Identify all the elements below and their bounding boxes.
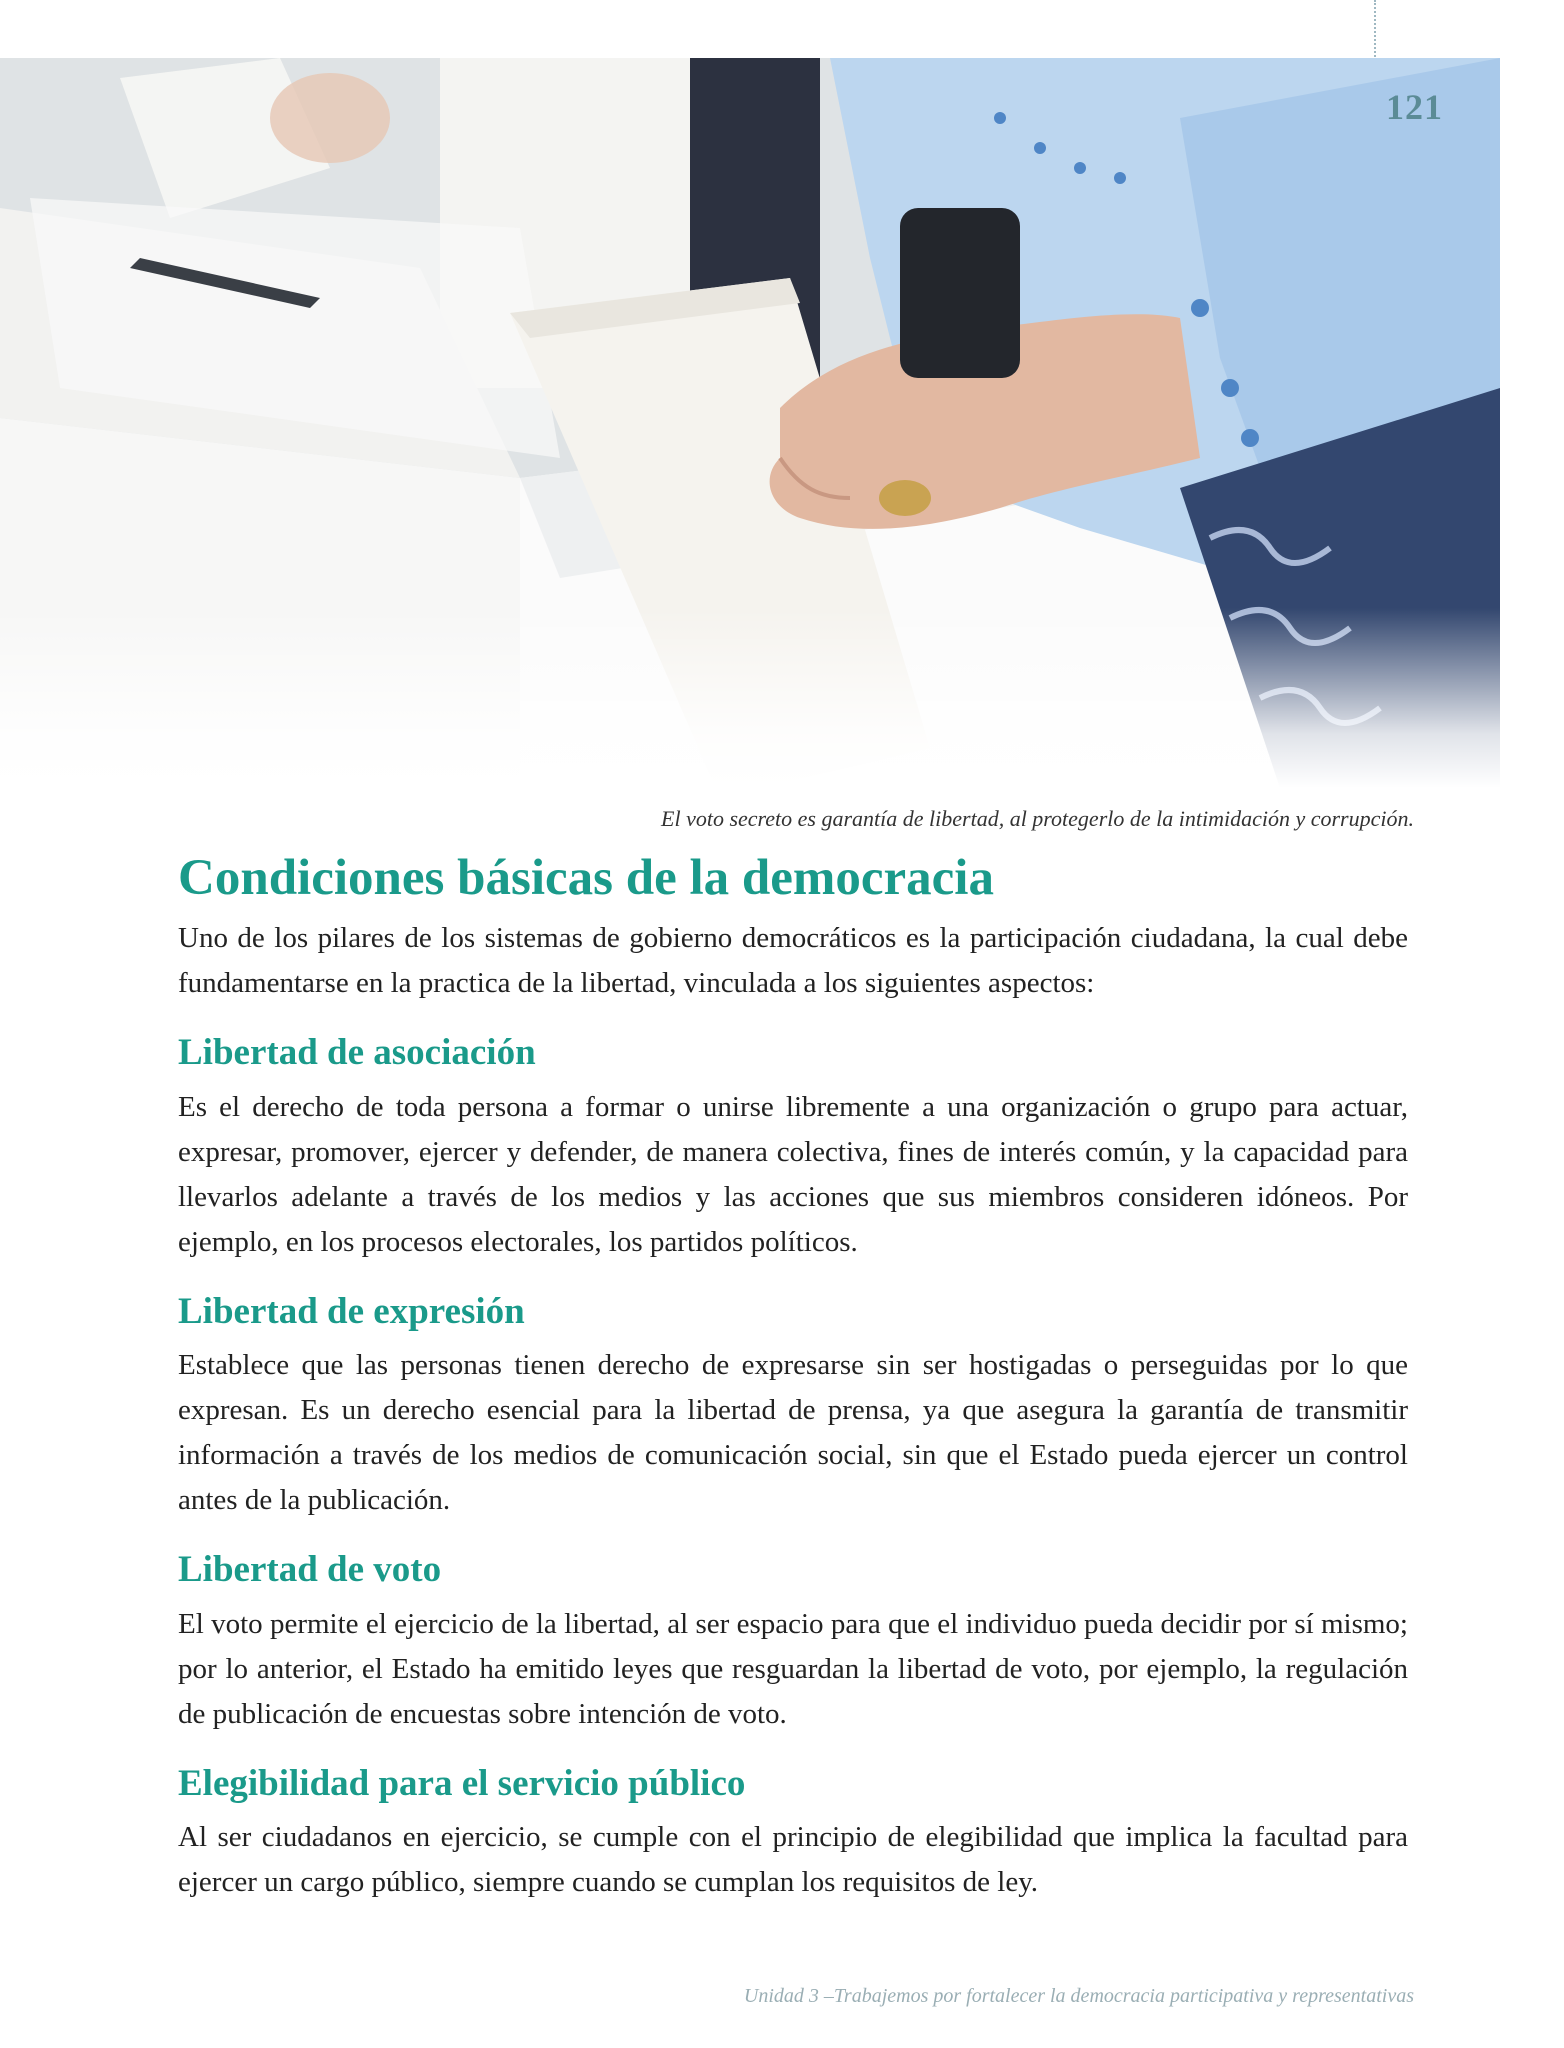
- section-text-expresion: Establece que las personas tienen derecho de expresarse sin ser hostigadas o perseguidas por lo que expresan. Es un derecho esencial para la libertad de prensa, ya que asegura la garantía de transmitir información a través de los medios de comunicación social, sin que el Estado pueda ejercer un control antes de la publicación.: [178, 1349, 1408, 1517]
- photo-fade-overlay: [0, 608, 1500, 788]
- section-text-voto: El voto permite el ejercicio de la libertad, al ser espacio para que el individuo pueda decidir por sí mismo; por lo anterior, el Estado ha emitido leyes que resguardan la libertad de voto, por ejemplo, la regulación de publicación de encuestas sobre intención de voto.: [178, 1607, 1408, 1730]
- page-footer: Unidad 3 –Trabajemos por fortalecer la democracia participativa y representativas: [743, 1985, 1414, 2007]
- section-heading-voto: Libertad de voto: [178, 1549, 442, 1591]
- section-text-elegibilidad: Al ser ciudadanos en ejercicio, se cumple con el principio de elegibilidad que implica la facultad para ejercer un cargo público, siempre cuando se cumplan los requisitos de ley.: [178, 1821, 1408, 1899]
- section-heading-asociacion: Libertad de asociación: [178, 1032, 536, 1074]
- ballot-box-photo: [0, 58, 1500, 788]
- intro-paragraph: Uno de los pilares de los sistemas de gobierno democráticos es la participación ciudadana, la cual debe fundamentarse en la practica de la libertad, vinculada a los siguientes aspectos:: [178, 922, 1408, 1000]
- main-title: Condiciones básicas de la democracia: [178, 850, 994, 906]
- section-heading-elegibilidad: Elegibilidad para el servicio público: [178, 1762, 746, 1804]
- page-number: 121: [1386, 87, 1443, 127]
- main-content: [178, 850, 1408, 1905]
- photo-caption: El voto secreto es garantía de libertad, al protegerlo de la intimidación y corrupción.: [661, 806, 1414, 831]
- section-text-asociacion: Es el derecho de toda persona a formar o unirse libremente a una organización o grupo para actuar, expresar, promover, ejercer y defender, de manera colectiva, fines de interés común, y la capacidad para llevarlos adelante a través de los medios y las acciones que sus miembros consideren idóneos. Por ejemplo, en los procesos electorales, los partidos políticos.: [178, 1090, 1408, 1258]
- section-heading-expresion: Libertad de expresión: [178, 1290, 525, 1332]
